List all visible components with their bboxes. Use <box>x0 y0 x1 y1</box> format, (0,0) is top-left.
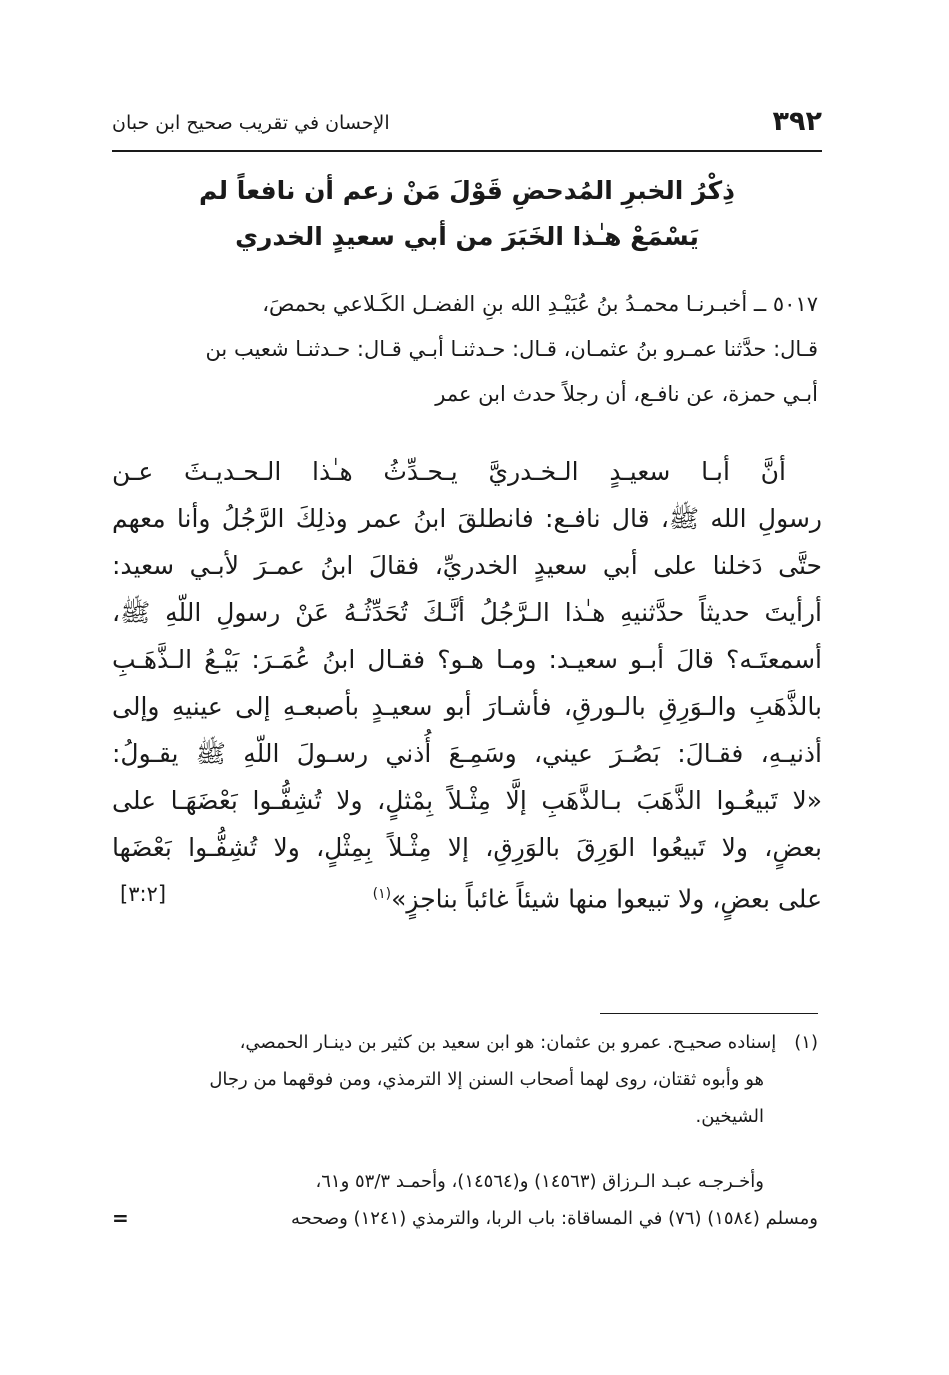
hadith-line: بالذَّهَبِ والـوَرِقِ بالـورقِ، فأشـارَ أبو سعيـدٍ بأصبعـهِ إلى عينيهِ وإلى <box>112 692 822 721</box>
isnad-line: ٥٠١٧ ــ أخبـرنـا محمـدُ بنُ عُبَيْـدِ الله بنِ الفضـل الكَـلاعي بحمصَ، <box>262 292 818 316</box>
chapter-heading <box>112 168 822 260</box>
hadith-line: بعضٍ، ولا تَبيعُوا الوَرِقَ بالوَرِقِ، إلا مِثْـلاً بِمِثْلٍ، ولا تُشِفُّـوا بَعْضَها <box>112 833 822 862</box>
running-title: الإحسان في تقريب صحيح ابن حبان <box>112 112 390 134</box>
hadith-line: أسمعتَـه؟ قالَ أبـو سعيـد: ومـا هـو؟ فقـال ابنُ عُمَـرَ: بَيْـعُ الـذَّهَـبِ <box>112 645 822 674</box>
header-rule <box>112 150 822 152</box>
reference-tag: [٣:٢] <box>120 882 167 906</box>
hadith-line: أذنيـهِ، فقـالَ: بَصُـرَ عيني، وسَمِـعَ أُذني رسـولَ اللّهِ ﷺ يقـولُ: <box>112 739 822 768</box>
footnote-text: ومسلم (١٥٨٤) (٧٦) في المساقاة: باب الربا، والترمذي (١٢٤١) وصححه <box>290 1208 818 1229</box>
footnote-divider <box>600 1013 818 1014</box>
footnote-line: هو وأبوه ثقتان، روى لهما أصحاب السنن إلا الترمذي، ومن فوقهما من رجال <box>209 1069 764 1090</box>
footnote-line: وأخـرجـه عبـد الـرزاق (١٤٥٦٣) و(١٤٥٦٤)، وأحمـد ٥٣/٣ و٦١، <box>315 1171 764 1192</box>
hadith-line-last <box>112 871 822 918</box>
isnad-line: أبـي حمزة، عن نافـع، أن رجلاً حدث ابن عمر <box>435 382 818 406</box>
footnote-text: إسناده صحيـح. عمرو بن عثمان: هو ابن سعيد بن كثير بن دينـار الحمصي، <box>239 1032 777 1053</box>
hadith-line-text: على بعضٍ، ولا تبيعوا منها شيئاً غائباً بناجزٍ» <box>391 884 822 914</box>
footnotes <box>112 1024 818 1237</box>
hadith-text <box>112 448 822 918</box>
isnad-paragraph <box>118 282 818 417</box>
isnad-line: قـال: حدَّثنا عمـرو بنُ عثمـان، قـال: حـدثنـا أبـي قـال: حـدثنـا شعيب بن <box>205 337 818 361</box>
footnote-gap <box>112 1135 818 1163</box>
hadith-line: حتَّى دَخلنا على أبي سعيدٍ الخدريِّ، فقالَ ابنُ عمـرَ لأبـي سعيد: <box>112 551 822 580</box>
footnote-line <box>112 1200 818 1237</box>
footnote-marker: (١) <box>794 1032 818 1053</box>
footnote-line: الشيخين. <box>695 1106 764 1127</box>
hadith-line: أنَّ أبـا سعيـدٍ الـخـدريَّ يـحـدِّثُ هـٰذا الـحـديـثَ عـن <box>112 457 786 486</box>
footnote-line <box>112 1024 818 1061</box>
hadith-line: رسولِ الله ﷺ، قال نافـع: فانطلقَ ابنُ عمر وذلِكَ الرَّجُلُ وأنا معهم <box>112 504 822 533</box>
page-header <box>112 106 822 152</box>
chapter-heading-line: ذِكْرُ الخبرِ المُدحضِ قَوْلَ مَنْ زعم أن نافعاً لم <box>199 176 735 205</box>
hadith-line: أرأيتَ حديثاً حدَّثنيهِ هـٰذا الـرَّجُلُ أنَّـكَ تُحَدِّثُـهُ عَنْ رسولِ اللّهِ ﷺ، <box>112 598 822 627</box>
chapter-heading-line: يَسْمَعْ هـٰذا الخَبَرَ من أبي سعيدٍ الخدري <box>235 222 699 251</box>
page-number: ٣٩٢ <box>772 106 822 137</box>
footnote-reference: (١) <box>372 886 392 902</box>
continuation-mark: = <box>112 1206 129 1230</box>
hadith-line: «لا تَبيعُـوا الذَّهَبَ بـالذَّهَبِ إلَّا مِثْـلاً بِمْثلٍ، ولا تُشِفُّـوا بَعْضَهَـا على <box>112 786 822 815</box>
